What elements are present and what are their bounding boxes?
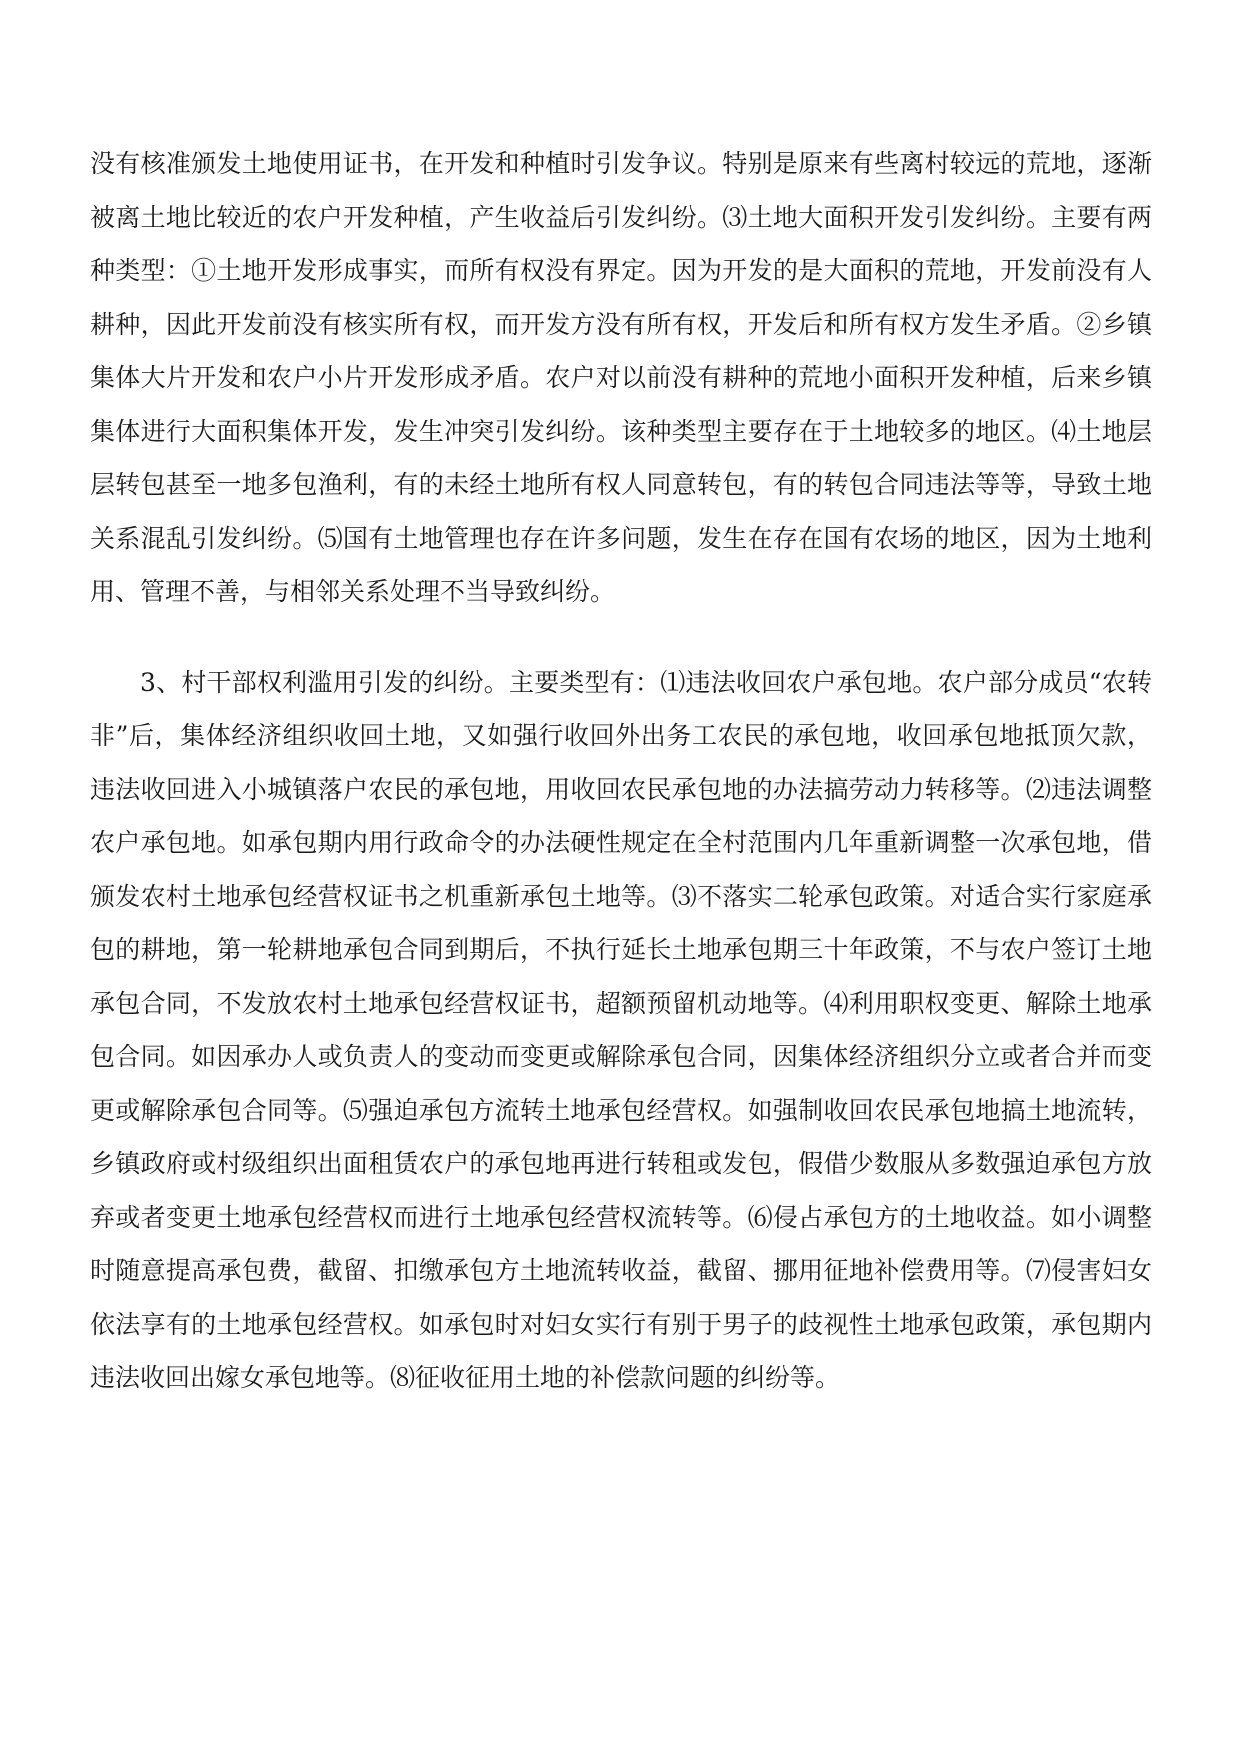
- paragraph-continuation: 没有核准颁发土地使用证书，在开发和种植时引发争议。特别是原来有些离村较远的荒地，逐渐被离土地比较近的农户开发种植，产生收益后引发纠纷。⑶土地大面积开发引发纠纷。主要有两种类型：①土地开发形成事实，而所有权没有界定。因为开发的是大面积的荒地，开发前没有人耕种，因此开发前没有核实所有权，而开发方没有所有权，开发后和所有权方发生矛盾。②乡镇集体大片开发和农户小片开发形成矛盾。农户对以前没有耕种的荒地小面积开发种植，后来乡镇集体进行大面积集体开发，发生冲突引发纠纷。该种类型主要存在于土地较多的地区。⑷土地层层转包甚至一地多包渔利，有的未经土地所有权人同意转包，有的转包合同违法等等，导致土地关系混乱引发纠纷。⑸国有土地管理也存在许多问题，发生在存在国有农场的地区，因为土地利用、管理不善，与相邻关系处理不当导致纠纷。: [90, 149, 1152, 606]
- document-page: [90, 137, 1152, 1405]
- paragraph-section-3: 3、村干部权利滥用引发的纠纷。主要类型有：⑴违法收回农户承包地。农户部分成员“农转非”后，集体经济组织收回土地，又如强行收回外出务工农民的承包地，收回承包地抵顶欠款，违法收回进入小城镇落户农民的承包地，用收回农民承包地的办法搞劳动力转移等。⑵违法调整农户承包地。如承包期内用行政命令的办法硬性规定在全村范围内几年重新调整一次承包地，借颁发农村土地承包经营权证书之机重新承包土地等。⑶不落实二轮承包政策。对适合实行家庭承包的耕地，第一轮耕地承包合同到期后，不执行延长土地承包期三十年政策，不与农户签订土地承包合同，不发放农村土地承包经营权证书，超额预留机动地等。⑷利用职权变更、解除土地承包合同。如因承办人或负责人的变动而变更或解除承包合同，因集体经济组织分立或者合并而变更或解除承包合同等。⑸强迫承包方流转土地承包经营权。如强制收回农民承包地搞土地流转，乡镇政府或村级组织出面租赁农户的承包地再进行转租或发包，假借少数服从多数强迫承包方放弃或者变更土地承包经营权而进行土地承包经营权流转等。⑹侵占承包方的土地收益。如小调整时随意提高承包费，截留、扣缴承包方土地流转收益，截留、挪用征地补偿费用等。⑺侵害妇女依法享有的土地承包经营权。如承包时对妇女实行有别于男子的歧视性土地承包政策，承包期内违法收回出嫁女承包地等。⑻征收征用土地的补偿款问题的纠纷等。: [90, 667, 1152, 1392]
